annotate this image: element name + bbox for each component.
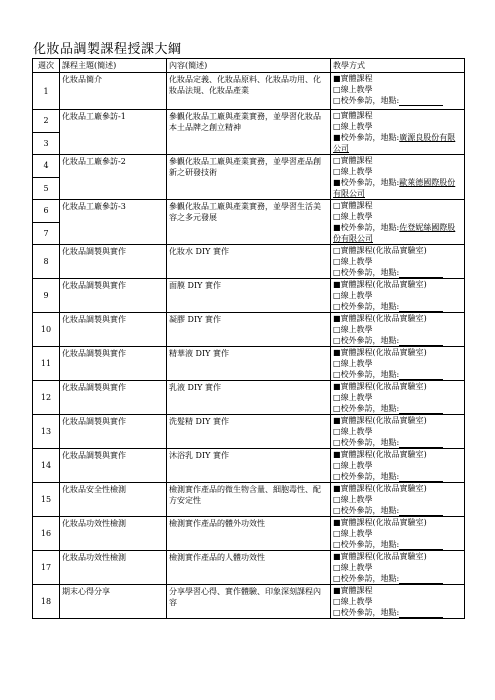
checkbox-mark: □ [333, 85, 341, 94]
method-visit [333, 369, 462, 380]
topic-cell: 化妝品工廠參訪-1 [60, 110, 167, 155]
table-body [33, 73, 465, 619]
header-week: 週次 [33, 59, 60, 73]
method-label: 實體課程 [340, 74, 373, 83]
checkbox-mark: ■ [333, 280, 341, 289]
method-online [333, 211, 462, 222]
checkbox-mark: □ [333, 111, 341, 120]
checkbox-mark: ■ [333, 382, 341, 391]
method-cell [331, 381, 465, 415]
method-cell [331, 279, 465, 313]
content-cell: 洗髮精 DIY 實作 [167, 415, 331, 449]
week-cell: 18 [33, 585, 60, 619]
checkbox-mark: □ [333, 608, 341, 617]
method-label: 線上教學 [340, 393, 373, 402]
method-label: 線上教學 [340, 461, 373, 470]
method-cell [331, 551, 465, 585]
checkbox-mark: □ [333, 291, 341, 300]
table-row [33, 381, 465, 415]
method-physical [333, 73, 462, 84]
method-physical [333, 279, 462, 290]
method-label: 線上教學 [340, 325, 373, 334]
checkbox-mark: □ [333, 506, 341, 515]
table-row [33, 110, 465, 133]
checkbox-mark: □ [333, 201, 341, 210]
location-blank [399, 541, 443, 550]
method-physical [333, 517, 462, 528]
method-label: 線上教學 [340, 529, 373, 538]
visit-location: 歐萊德國際股份有限公司 [333, 178, 456, 198]
topic-cell: 期末心得分享 [60, 585, 167, 619]
visit-location: 廣源良股份有限公司 [333, 133, 456, 153]
week-cell: 13 [33, 415, 60, 449]
method-label: 實體課程(化妝品實驗室) [340, 416, 427, 425]
method-physical [333, 200, 462, 211]
checkbox-mark: □ [333, 574, 341, 583]
topic-cell: 化妝品調製與實作 [60, 245, 167, 279]
topic-cell: 化妝品安全性檢測 [60, 483, 167, 517]
method-label: 實體課程(化妝品實驗室) [340, 552, 427, 561]
location-blank [399, 609, 443, 618]
method-label: 校外參訪，地點: [340, 96, 400, 105]
content-cell: 乳液 DIY 實作 [167, 381, 331, 415]
location-blank [399, 97, 443, 106]
method-physical [333, 347, 462, 358]
method-label: 校外參訪，地點: [340, 268, 400, 277]
method-label: 校外參訪，地點: [340, 608, 400, 617]
week-cell: 12 [33, 381, 60, 415]
method-label: 線上教學 [340, 597, 373, 606]
topic-cell: 化妝品調製與實作 [60, 347, 167, 381]
checkbox-mark: □ [333, 597, 341, 606]
method-label: 實體課程(化妝品實驗室) [340, 314, 427, 323]
table-row [33, 245, 465, 279]
content-cell: 分享學習心得、實作體驗、印象深刻課程內容 [167, 585, 331, 619]
method-label: 線上教學 [340, 563, 373, 572]
content-cell: 凝膠 DIY 實作 [167, 313, 331, 347]
method-label: 校外參訪，地點: [340, 506, 400, 515]
method-online [333, 426, 462, 437]
method-online [333, 324, 462, 335]
method-cell [331, 245, 465, 279]
checkbox-mark: ■ [333, 416, 341, 425]
checkbox-mark: □ [333, 212, 341, 221]
method-visit [333, 437, 462, 448]
method-online [333, 166, 462, 177]
method-label: 校外參訪，地點: [340, 438, 400, 447]
checkbox-mark: □ [333, 495, 341, 504]
method-visit [333, 471, 462, 482]
header-method: 教學方式 [331, 59, 465, 73]
method-visit [333, 267, 462, 278]
method-cell [331, 585, 465, 619]
checkbox-mark: □ [333, 359, 341, 368]
topic-cell: 化妝品調製與實作 [60, 313, 167, 347]
method-label: 校外參訪，地點: [340, 336, 400, 345]
method-visit [333, 222, 462, 244]
header-topic: 課程主題(簡述) [60, 59, 167, 73]
method-label: 實體課程(化妝品實驗室) [340, 246, 427, 255]
method-cell [331, 110, 465, 155]
table-row [33, 517, 465, 551]
method-cell [331, 313, 465, 347]
method-online [333, 528, 462, 539]
checkbox-mark: ■ [333, 552, 341, 561]
method-visit [333, 301, 462, 312]
method-label: 實體課程(化妝品實驗室) [340, 280, 427, 289]
method-physical [333, 245, 462, 256]
week-cell: 5 [33, 177, 60, 200]
content-cell: 化妝水 DIY 實作 [167, 245, 331, 279]
week-cell: 4 [33, 155, 60, 178]
method-visit [333, 177, 462, 199]
topic-cell: 化妝品調製與實作 [60, 449, 167, 483]
method-online [333, 84, 462, 95]
method-label: 實體課程(化妝品實驗室) [340, 348, 427, 357]
method-label: 線上教學 [340, 85, 373, 94]
header-content: 內容(簡述) [167, 59, 331, 73]
table-row [33, 313, 465, 347]
method-visit [333, 505, 462, 516]
method-label: 線上教學 [340, 495, 373, 504]
method-physical [333, 551, 462, 562]
method-visit [333, 403, 462, 414]
method-online [333, 596, 462, 607]
method-online [333, 392, 462, 403]
method-visit [333, 132, 462, 154]
content-cell: 檢測實作產品的體外功效性 [167, 517, 331, 551]
method-physical [333, 449, 462, 460]
method-label: 校外參訪，地點: [340, 178, 400, 187]
table-row [33, 347, 465, 381]
topic-cell: 化妝品功效性檢測 [60, 517, 167, 551]
week-cell: 10 [33, 313, 60, 347]
table-row [33, 449, 465, 483]
topic-cell: 化妝品工廠參訪-2 [60, 155, 167, 200]
checkbox-mark: ■ [333, 178, 341, 187]
topic-cell: 化妝品調製與實作 [60, 415, 167, 449]
location-blank [399, 507, 443, 516]
week-cell: 1 [33, 73, 60, 110]
method-physical [333, 415, 462, 426]
method-online [333, 562, 462, 573]
week-cell: 17 [33, 551, 60, 585]
week-cell: 8 [33, 245, 60, 279]
week-cell: 9 [33, 279, 60, 313]
checkbox-mark: □ [333, 404, 341, 413]
checkbox-mark: □ [333, 427, 341, 436]
week-cell: 6 [33, 200, 60, 223]
week-cell: 2 [33, 110, 60, 133]
method-visit [333, 573, 462, 584]
method-visit [333, 95, 462, 106]
method-label: 校外參訪，地點: [340, 370, 400, 379]
location-blank [399, 303, 443, 312]
method-cell [331, 415, 465, 449]
week-cell: 14 [33, 449, 60, 483]
method-label: 實體課程 [340, 201, 373, 210]
method-label: 線上教學 [340, 427, 373, 436]
checkbox-mark: ■ [333, 314, 341, 323]
location-blank [399, 269, 443, 278]
method-label: 校外參訪，地點: [340, 472, 400, 481]
content-cell: 檢測實作產品的微生物含量、細胞毒性、配方安定性 [167, 483, 331, 517]
table-row [33, 200, 465, 223]
topic-cell: 化妝品調製與實作 [60, 381, 167, 415]
week-cell: 16 [33, 517, 60, 551]
method-physical [333, 585, 462, 596]
content-cell: 化妝品定義、化妝品原料、化妝品功用、化妝品法規、化妝品產業 [167, 73, 331, 110]
checkbox-mark: □ [333, 540, 341, 549]
topic-cell: 化妝品調製與實作 [60, 279, 167, 313]
table-row [33, 73, 465, 110]
method-cell [331, 449, 465, 483]
table-header-row [33, 59, 465, 73]
method-visit [333, 539, 462, 550]
checkbox-mark: □ [333, 370, 341, 379]
location-blank [399, 439, 443, 448]
location-blank [399, 371, 443, 380]
method-label: 校外參訪，地點: [340, 133, 400, 142]
location-blank [399, 575, 443, 584]
topic-cell: 化妝品簡介 [60, 73, 167, 110]
checkbox-mark: □ [333, 438, 341, 447]
method-label: 線上教學 [340, 122, 373, 131]
location-blank [399, 405, 443, 414]
method-online [333, 121, 462, 132]
method-label: 實體課程(化妝品實驗室) [340, 382, 427, 391]
checkbox-mark: □ [333, 122, 341, 131]
checkbox-mark: □ [333, 302, 341, 311]
content-cell: 面膜 DIY 實作 [167, 279, 331, 313]
method-visit [333, 607, 462, 618]
checkbox-mark: ■ [333, 518, 341, 527]
method-visit [333, 335, 462, 346]
table-row [33, 155, 465, 178]
week-cell: 7 [33, 222, 60, 245]
checkbox-mark: □ [333, 325, 341, 334]
page-title: 化妝品調製課程授課大綱 [33, 42, 182, 57]
method-physical [333, 381, 462, 392]
checkbox-mark: □ [333, 156, 341, 165]
checkbox-mark: □ [333, 96, 341, 105]
method-physical [333, 313, 462, 324]
method-label: 線上教學 [340, 257, 373, 266]
checkbox-mark: □ [333, 167, 341, 176]
method-label: 實體課程 [340, 586, 373, 595]
syllabus-table [32, 58, 465, 619]
method-label: 線上教學 [340, 291, 373, 300]
topic-cell: 化妝品工廠參訪-3 [60, 200, 167, 245]
table-row [33, 483, 465, 517]
method-label: 實體課程(化妝品實驗室) [340, 450, 427, 459]
checkbox-mark: □ [333, 257, 341, 266]
method-label: 實體課程 [340, 156, 373, 165]
table-row [33, 415, 465, 449]
checkbox-mark: □ [333, 461, 341, 470]
method-online [333, 494, 462, 505]
method-physical [333, 483, 462, 494]
content-cell: 精華液 DIY 實作 [167, 347, 331, 381]
method-label: 實體課程(化妝品實驗室) [340, 518, 427, 527]
checkbox-mark: ■ [333, 450, 341, 459]
method-label: 校外參訪，地點: [340, 302, 400, 311]
method-cell [331, 517, 465, 551]
content-cell: 檢測實作產品的人體功效性 [167, 551, 331, 585]
method-online [333, 290, 462, 301]
method-label: 線上教學 [340, 167, 373, 176]
content-cell: 參觀化妝品工廠與產業實務，並學習產品創新之研發技術 [167, 155, 331, 200]
checkbox-mark: ■ [333, 223, 341, 232]
checkbox-mark: □ [333, 563, 341, 572]
checkbox-mark: □ [333, 529, 341, 538]
table-row [33, 279, 465, 313]
method-label: 校外參訪，地點: [340, 404, 400, 413]
checkbox-mark: □ [333, 336, 341, 345]
method-physical [333, 110, 462, 121]
checkbox-mark: ■ [333, 74, 341, 83]
method-label: 實體課程(化妝品實驗室) [340, 484, 427, 493]
location-blank [399, 337, 443, 346]
method-cell [331, 155, 465, 200]
content-cell: 沐浴乳 DIY 實作 [167, 449, 331, 483]
checkbox-mark: □ [333, 268, 341, 277]
method-cell [331, 483, 465, 517]
content-cell: 參觀化妝品工廠與產業實務，並學習生活美容之多元發展 [167, 200, 331, 245]
method-physical [333, 155, 462, 166]
table-row [33, 551, 465, 585]
method-label: 校外參訪，地點: [340, 574, 400, 583]
method-online [333, 256, 462, 267]
method-label: 校外參訪，地點: [340, 223, 400, 232]
method-cell [331, 347, 465, 381]
checkbox-mark: □ [333, 472, 341, 481]
checkbox-mark: ■ [333, 586, 341, 595]
visit-location: 佐登妮絲國際股份有限公司 [333, 223, 456, 243]
location-blank [399, 473, 443, 482]
checkbox-mark: ■ [333, 484, 341, 493]
table-row [33, 585, 465, 619]
week-cell: 3 [33, 132, 60, 155]
week-cell: 15 [33, 483, 60, 517]
method-label: 線上教學 [340, 359, 373, 368]
checkbox-mark: ■ [333, 348, 341, 357]
content-cell: 參觀化妝品工廠與產業實務，並學習化妝品本土品牌之創立精神 [167, 110, 331, 155]
method-cell [331, 73, 465, 110]
method-cell [331, 200, 465, 245]
week-cell: 11 [33, 347, 60, 381]
checkbox-mark: □ [333, 246, 341, 255]
checkbox-mark: □ [333, 393, 341, 402]
method-label: 實體課程 [340, 111, 373, 120]
checkbox-mark: ■ [333, 133, 341, 142]
method-online [333, 358, 462, 369]
method-online [333, 460, 462, 471]
method-label: 線上教學 [340, 212, 373, 221]
topic-cell: 化妝品功效性檢測 [60, 551, 167, 585]
method-label: 校外參訪，地點: [340, 540, 400, 549]
